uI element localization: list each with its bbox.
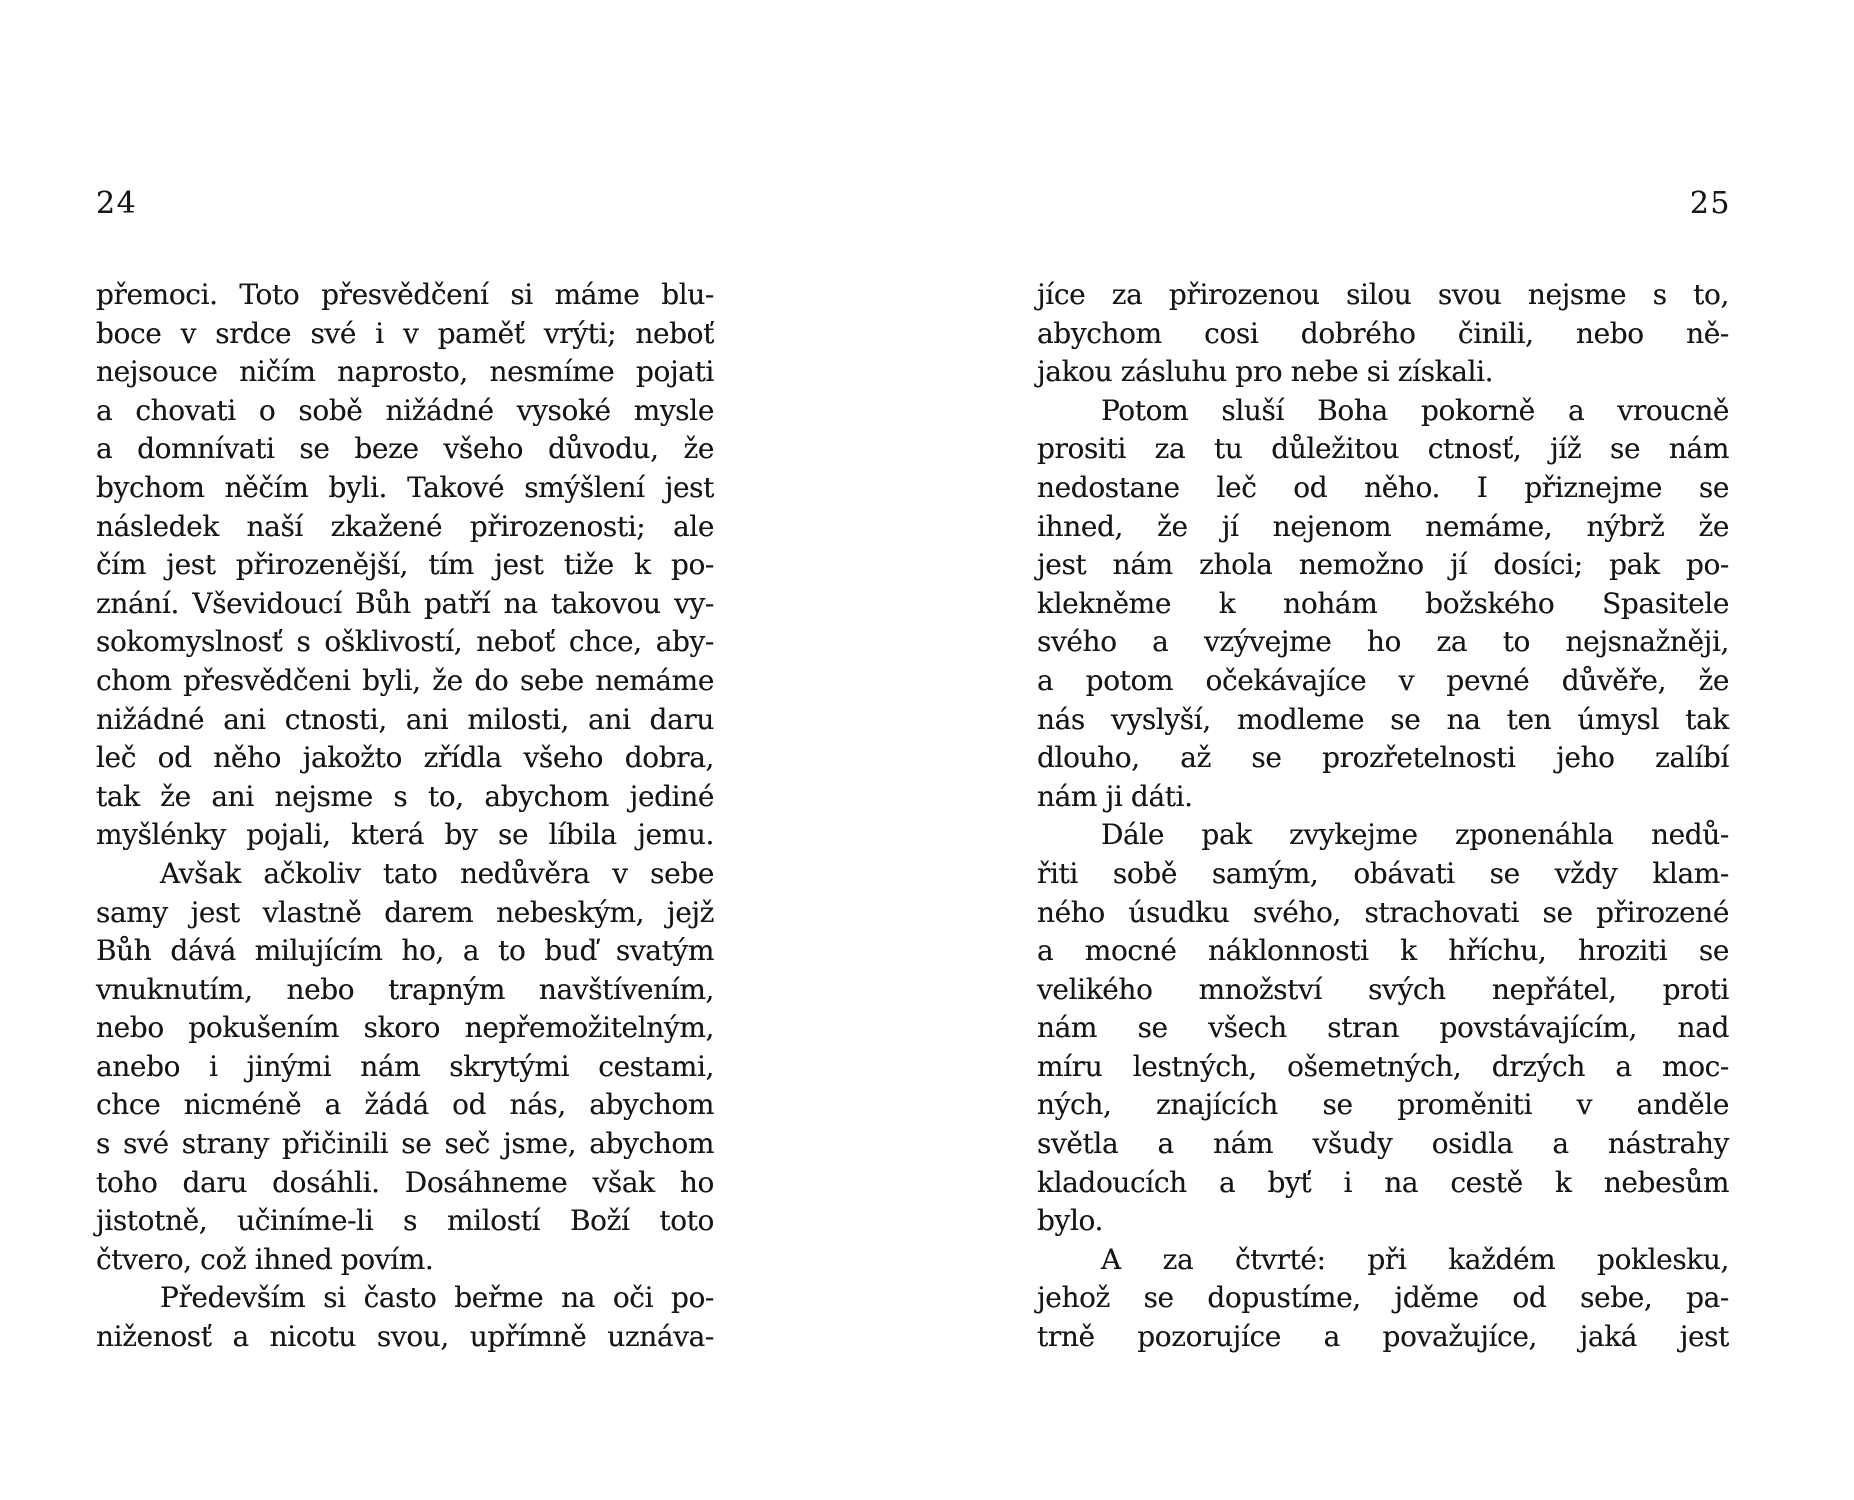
text-line: jehož se dopustíme, jděme od sebe, pa- xyxy=(1037,1281,1729,1315)
text-line: dlouho, až se prozřetelnosti jeho zalíbí xyxy=(1037,741,1729,775)
text-line: čtvero, což ihned povím. xyxy=(96,1242,434,1276)
text-line: abychom cosi dobrého činili, nebo ně- xyxy=(1037,316,1729,350)
text-line: klekněme k nohám božského Spasitele xyxy=(1037,586,1729,620)
text-line: samy jest vlastně darem nebeským, jejž xyxy=(96,895,714,929)
text-line: jistotně, učiníme-li s milostí Boží toto xyxy=(96,1204,714,1238)
text-line: znání. Vševidoucí Bůh patří na takovou vy- xyxy=(96,586,714,620)
text-line: prositi za tu důležitou ctnosť, jíž se nám xyxy=(1037,432,1729,466)
text-line: nižádné ani ctnosti, ani milosti, ani daru xyxy=(96,702,714,736)
text-line: anebo i jinými nám skrytými cestami, xyxy=(96,1049,714,1083)
text-line: nedostane leč od něho. I přiznejme se xyxy=(1037,470,1729,504)
text-line: bylo. xyxy=(1037,1204,1103,1238)
text-line: chce nicméně a žádá od nás, abychom xyxy=(96,1088,714,1122)
text-line: a chovati o sobě nižádné vysoké mysle xyxy=(96,393,714,427)
text-line: kladoucích a byť i na cestě k nebesům xyxy=(1037,1165,1729,1199)
text-line: svého a vzývejme ho za to nejsnažněji, xyxy=(1037,625,1729,659)
text-line: světla a nám všudy osidla a nástrahy xyxy=(1037,1127,1729,1161)
text-line: bychom něčím byli. Takové smýšlení jest xyxy=(96,470,714,504)
text-line: následek naší zkažené přirozenosti; ale xyxy=(96,509,714,543)
text-line: nám se všech stran povstávajícím, nad xyxy=(1037,1011,1729,1045)
text-line: myšlénky pojali, která by se líbila jemu. xyxy=(96,818,714,852)
text-line: a mocné náklonnosti k hříchu, hroziti se xyxy=(1037,934,1729,968)
text-line: Především si často beřme na oči po- xyxy=(160,1281,714,1315)
text-line: s své strany přičinili se seč jsme, abychom xyxy=(96,1127,714,1161)
text-line: Dále pak zvykejme zponenáhla nedů- xyxy=(1101,818,1729,852)
text-line: vnuknutím, nebo trapným navštívením, xyxy=(96,972,714,1006)
text-line: jakou zásluhu pro nebe si získali. xyxy=(1037,355,1494,389)
text-line: nebo pokušením skoro nepřemožitelným, xyxy=(96,1011,714,1045)
page-number: 25 xyxy=(1689,186,1731,221)
page-number: 24 xyxy=(96,186,138,221)
text-line: čím jest přirozenější, tím jest tiže k po- xyxy=(96,548,714,582)
text-line: chom přesvědčeni byli, že do sebe nemáme xyxy=(96,663,714,697)
text-line: toho daru dosáhli. Dosáhneme však ho xyxy=(96,1165,714,1199)
text-line: tak že ani nejsme s to, abychom jediné xyxy=(96,779,714,813)
text-line: řiti sobě samým, obávati se vždy klam- xyxy=(1037,856,1729,890)
text-line: míru lestných, ošemetných, drzých a moc- xyxy=(1037,1049,1729,1083)
text-line: jíce za přirozenou silou svou nejsme s to, xyxy=(1037,278,1729,311)
text-line: boce v srdce své i v paměť vrýti; neboť xyxy=(96,316,714,350)
text-line: přemoci. Toto přesvědčení si máme blu- xyxy=(96,278,714,311)
text-line: nás vyslyší, modleme se na ten úmysl tak xyxy=(1037,702,1729,736)
page-body xyxy=(1037,276,1729,1357)
text-line: a potom očekávajíce v pevné důvěře, že xyxy=(1037,663,1729,697)
text-line: sokomyslnosť s ošklivostí, neboť chce, aby- xyxy=(96,625,714,659)
text-line: Potom sluší Boha pokorně a vroucně xyxy=(1101,393,1729,427)
text-line: ného úsudku svého, strachovati se přirozené xyxy=(1037,895,1729,929)
text-line: a domnívati se beze všeho důvodu, že xyxy=(96,432,714,466)
text-line: A za čtvrté: při každém poklesku, xyxy=(1101,1242,1729,1276)
text-line: jest nám zhola nemožno jí dosíci; pak po- xyxy=(1037,548,1729,582)
text-line: nám ji dáti. xyxy=(1037,779,1193,813)
text-line: velikého množství svých nepřátel, proti xyxy=(1037,972,1729,1006)
text-line: trně pozorujíce a považujíce, jaká jest xyxy=(1037,1320,1729,1354)
text-line: niženosť a nicotu svou, upřímně uznáva- xyxy=(96,1320,714,1354)
text-line: nejsouce ničím naprosto, nesmíme pojati xyxy=(96,355,714,389)
text-line: leč od něho jakožto zřídla všeho dobra, xyxy=(96,741,714,775)
text-line: ných, znajících se proměniti v anděle xyxy=(1037,1088,1729,1122)
text-line: Bůh dává milujícím ho, a to buď svatým xyxy=(96,934,714,968)
text-line: ihned, že jí nejenom nemáme, nýbrž že xyxy=(1037,509,1729,543)
text-line: Avšak ačkoliv tato nedůvěra v sebe xyxy=(160,856,714,890)
